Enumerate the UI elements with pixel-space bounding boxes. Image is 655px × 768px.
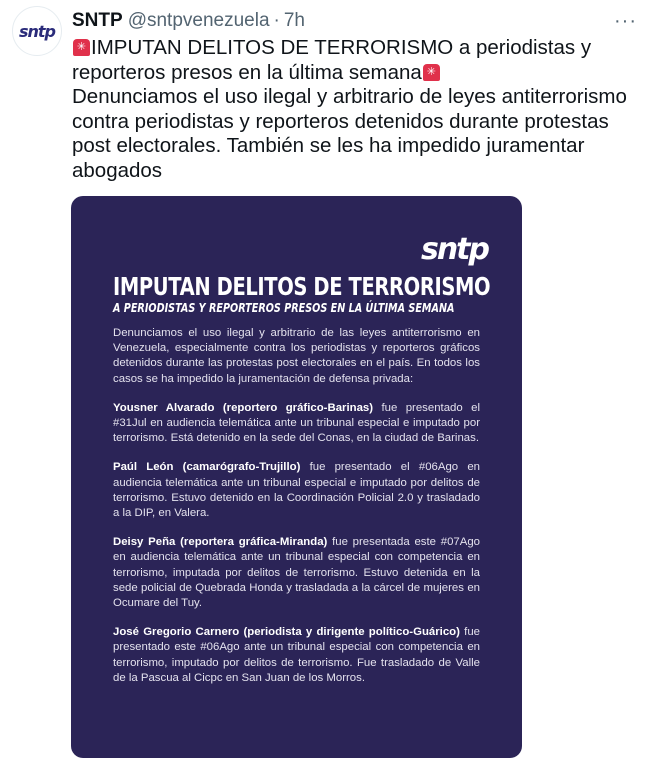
case-name: José Gregorio Carnero (periodista y dirigente político-Guárico) bbox=[113, 626, 460, 639]
rotating-light-icon bbox=[73, 39, 90, 56]
case-name: Paúl León (camarógrafo-Trujillo) bbox=[113, 461, 301, 474]
separator-dot: · bbox=[273, 10, 280, 31]
display-name[interactable]: SNTP bbox=[72, 10, 123, 31]
tweet-image[interactable] bbox=[71, 196, 522, 758]
sntp-logo: sntp bbox=[420, 232, 488, 267]
image-body bbox=[113, 326, 480, 700]
case-text: fue presentada este #07Ago en audiencia telemática ante un tribunal especial con competencia en terrorismo, imputada por delitos de terrorismo. Estuvo detenida en la sede policial de Quebrada Honda y trasladada a la cárcel de mujeres en Ocumare del Tuy. bbox=[113, 536, 481, 610]
sntp-logo: sntp bbox=[18, 21, 55, 41]
tweet-text bbox=[72, 36, 642, 183]
case-text: fue presentado el #06Ago en audiencia telemática ante un tribunal especial e imputado por delitos de terrorismo. Estuvo detenido en la Coordinación Policial 2.0 y trasladado a la DIP, en Valera. bbox=[113, 461, 480, 520]
case-name: Yousner Alvarado (reportero gráfico-Barinas) bbox=[113, 401, 374, 414]
image-subtitle: A PERIODISTAS Y REPORTEROS PRESOS EN LA ÚLTIMA SEMANA bbox=[113, 300, 455, 315]
user-handle[interactable]: @sntpvenezuela bbox=[127, 10, 270, 31]
profile-avatar[interactable] bbox=[12, 6, 62, 56]
case-paragraph bbox=[113, 460, 480, 521]
tweet-headline: IMPUTAN DELITOS DE TERRORISMO a periodistas y reporteros presos en la última semana bbox=[72, 36, 592, 84]
timestamp[interactable]: 7h bbox=[283, 10, 305, 31]
image-title: IMPUTAN DELITOS DE TERRORISMO bbox=[113, 272, 491, 301]
case-text: fue presentado este #06Ago ante un tribunal especial con competencia en terrorismo, imputado por delitos de terrorismo. Fue trasladado de Valle de la Pascua al Cicpc en San Juan de los Morros. bbox=[113, 626, 481, 684]
case-paragraph bbox=[113, 625, 480, 686]
case-paragraph bbox=[113, 535, 480, 611]
tweet-headline-line bbox=[72, 36, 642, 85]
image-intro: Denunciamos el uso ilegal y arbitrario de las leyes antiterrorismo en Venezuela, especialmente contra los periodistas y reporteros gráficos detenidos durante las protestas post electorales en el país. En todos los casos se ha impedido la juramentación de defensa privada: bbox=[113, 327, 480, 385]
case-name: Deisy Peña (reportera gráfica-Miranda) bbox=[113, 536, 328, 549]
case-text: fue presentado el #31Jul en audiencia telemática ante un tribunal especial e imputado por terrorismo. Está detenido en la sede del Conas, en la ciudad de Barinas. bbox=[113, 401, 480, 445]
rotating-light-icon bbox=[423, 64, 440, 81]
case-paragraph bbox=[113, 401, 480, 447]
tweet-body: Denunciamos el uso ilegal y arbitrario de leyes antiterrorismo contra periodistas y reporteros detenidos durante protestas post electorales. También se les ha impedido juramentar abogados bbox=[72, 85, 627, 182]
tweet-header bbox=[72, 8, 615, 34]
more-options-icon[interactable]: ··· bbox=[614, 10, 637, 32]
